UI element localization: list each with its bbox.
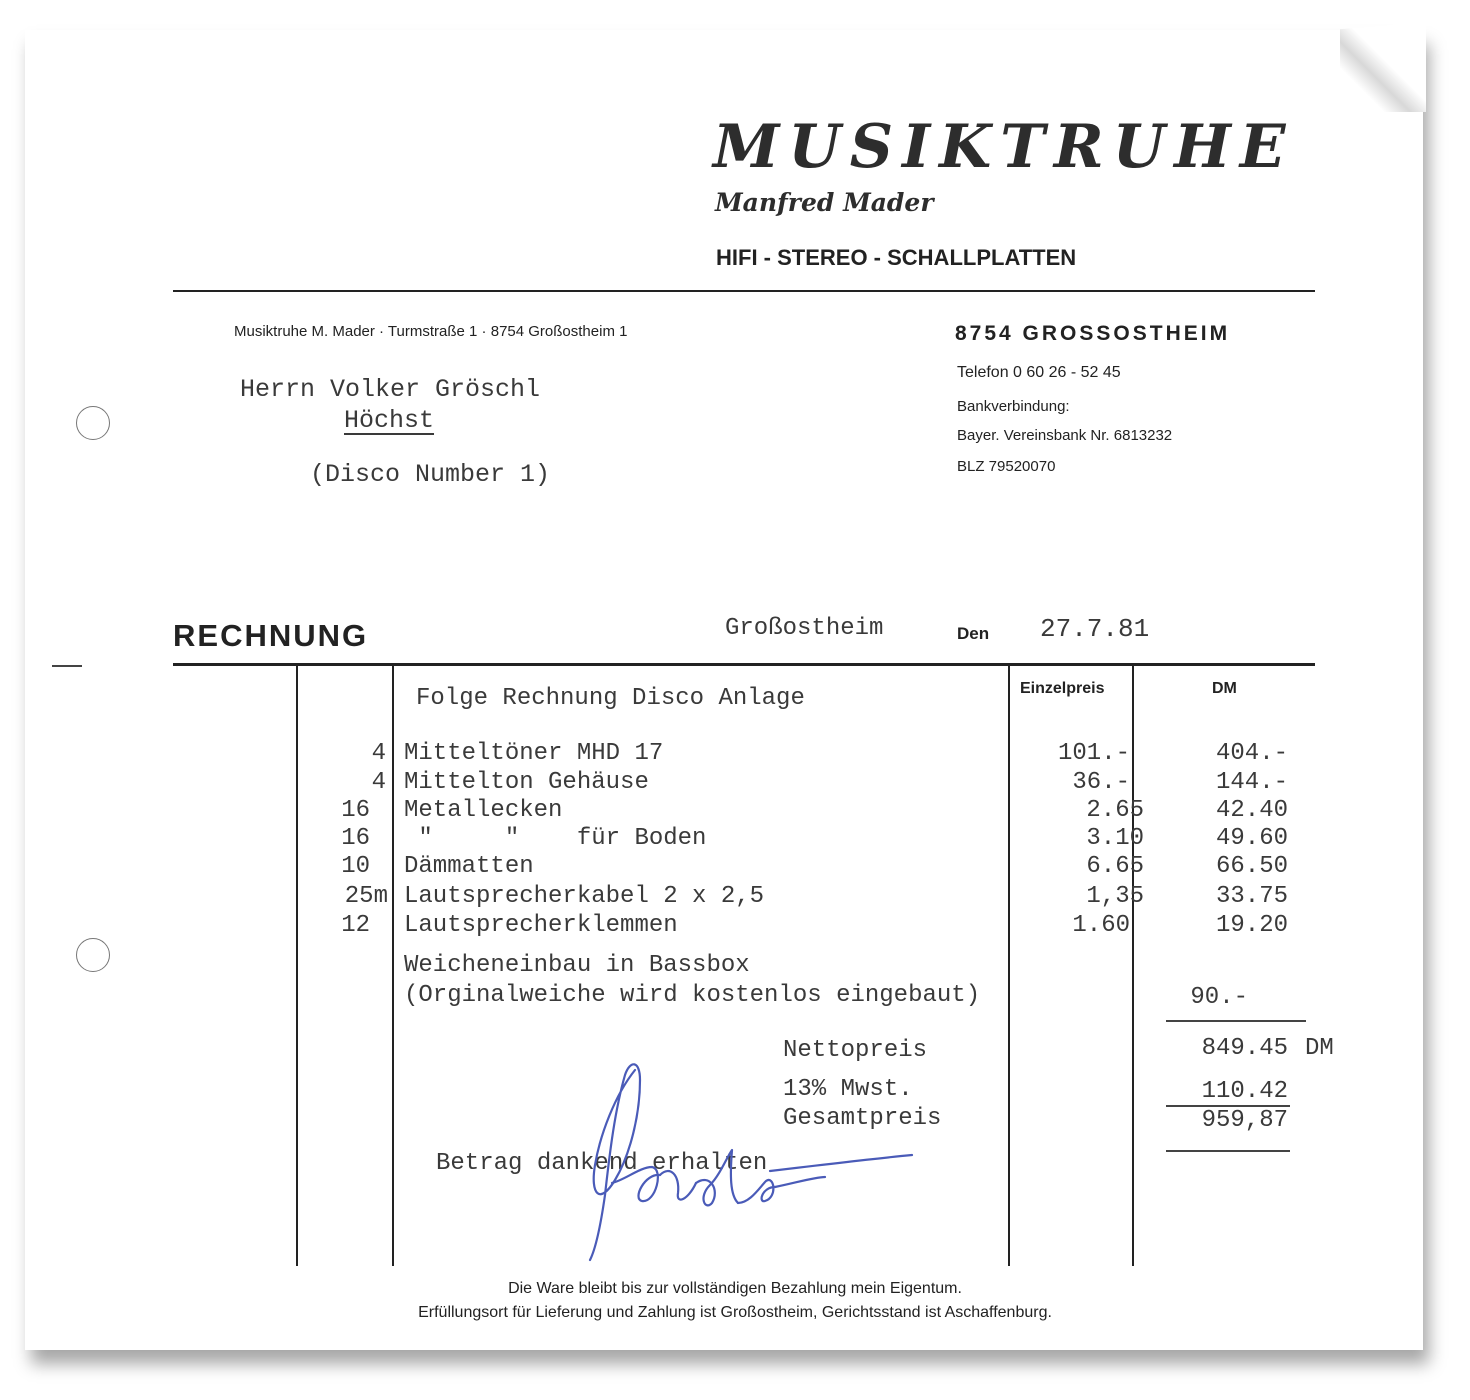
col-rule-2 (392, 666, 394, 1266)
slogan: HIFI - STEREO - SCHALLPLATTEN (716, 245, 1077, 270)
item-qty: 10 (341, 853, 370, 880)
punch-hole-top (76, 406, 110, 440)
item-unit-price: 6.65 (1086, 853, 1144, 880)
footer-line-1: Die Ware bleibt bis zur vollständigen Bezahlung mein Eigentum. (508, 1280, 962, 1297)
item-unit-price: 3.10 (1086, 825, 1144, 852)
item-qty: 4 (371, 740, 386, 767)
item-desc: " " für Boden (404, 825, 707, 852)
gesamt-value: 959,87 (1201, 1107, 1288, 1134)
item-total: 49.60 (1215, 825, 1288, 852)
item-desc: Metallecken (404, 797, 563, 824)
invoice-place: Großostheim (725, 615, 884, 642)
invoice-subject: Folge Rechnung Disco Anlage (416, 685, 805, 712)
bank-label: Bankverbindung: (957, 398, 1070, 415)
item-total: 404.- (1215, 740, 1288, 767)
fold-mark (52, 665, 82, 667)
item-unit-price: 36.- (1072, 769, 1130, 796)
brand-title: MUSIKTRUHE (713, 112, 1295, 182)
invoice-date: 27.7.81 (1040, 614, 1150, 644)
sender-line: Musiktruhe M. Mader · Turmstraße 1 · 8754 Großostheim 1 (234, 323, 628, 340)
mwst-value: 110.42 (1201, 1078, 1288, 1105)
owner-name: Manfred Mader (715, 188, 934, 217)
signature (560, 1055, 930, 1265)
item-qty: 16 (341, 825, 370, 852)
item-total: 66.50 (1215, 853, 1288, 880)
recipient-place: Höchst (344, 406, 435, 435)
mwst-label: 13% Mwst. (783, 1076, 913, 1103)
item-unit-price: 1,35 (1086, 883, 1144, 910)
invoice-title: RECHNUNG (173, 618, 369, 653)
bank-account: Bayer. Vereinsbank Nr. 6813232 (957, 427, 1173, 444)
table-top-rule (173, 663, 1315, 666)
item-qty: 12 (341, 912, 370, 939)
recipient-name: Herrn Volker Gröschl (240, 375, 541, 404)
item-desc: Lautsprecherklemmen (404, 912, 678, 939)
total-double-rule (1166, 1150, 1290, 1152)
gesamt-label: Gesamtpreis (783, 1105, 942, 1132)
blz: BLZ 79520070 (957, 458, 1056, 475)
recipient-note: (Disco Number 1) (310, 460, 551, 489)
item-unit-price: 2.65 (1086, 797, 1144, 824)
extra-line-2: (Orginalweiche wird kostenlos eingebaut) (404, 982, 981, 1009)
date-label: Den (957, 624, 990, 643)
item-desc: Mitteltöner MHD 17 (404, 740, 664, 767)
page-curl (1340, 22, 1426, 112)
telefon: Telefon 0 60 26 - 52 45 (957, 364, 1121, 381)
col-rule-1 (296, 666, 298, 1266)
item-qty: 16 (341, 797, 370, 824)
item-total: 144.- (1215, 769, 1288, 796)
col-header-dm: DM (1212, 680, 1237, 697)
item-unit-price: 1.60 (1072, 912, 1130, 939)
netto-label: Nettopreis (783, 1037, 928, 1064)
item-qty: 4 (371, 769, 386, 796)
city-heading: 8754 GROSSOSTHEIM (955, 322, 1231, 345)
netto-unit: DM (1305, 1035, 1334, 1062)
extra-line-1: Weicheneinbau in Bassbox (404, 952, 750, 979)
item-desc: Mittelton Gehäuse (404, 769, 649, 796)
footer-line-2: Erfüllungsort für Lieferung und Zahlung ist Großostheim, Gerichtsstand ist Aschaffenburg. (418, 1304, 1052, 1321)
item-qty: 25m (344, 883, 388, 910)
extra-total: 90.- (1190, 984, 1248, 1011)
item-desc: Lautsprecherkabel 2 x 2,5 (404, 883, 765, 910)
item-total: 42.40 (1215, 797, 1288, 824)
item-unit-price: 101.- (1057, 740, 1130, 767)
col-header-unit-price: Einzelpreis (1020, 680, 1105, 697)
col-rule-4 (1132, 666, 1134, 1266)
received-note: Betrag dankend erhalten (436, 1150, 768, 1177)
netto-value: 849.45 (1201, 1035, 1288, 1062)
header-rule (173, 290, 1315, 292)
punch-hole-bottom (76, 938, 110, 972)
item-total: 19.20 (1215, 912, 1288, 939)
item-total: 33.75 (1215, 883, 1288, 910)
item-desc: Dämmatten (404, 853, 534, 880)
subtotal-rule (1166, 1020, 1306, 1022)
